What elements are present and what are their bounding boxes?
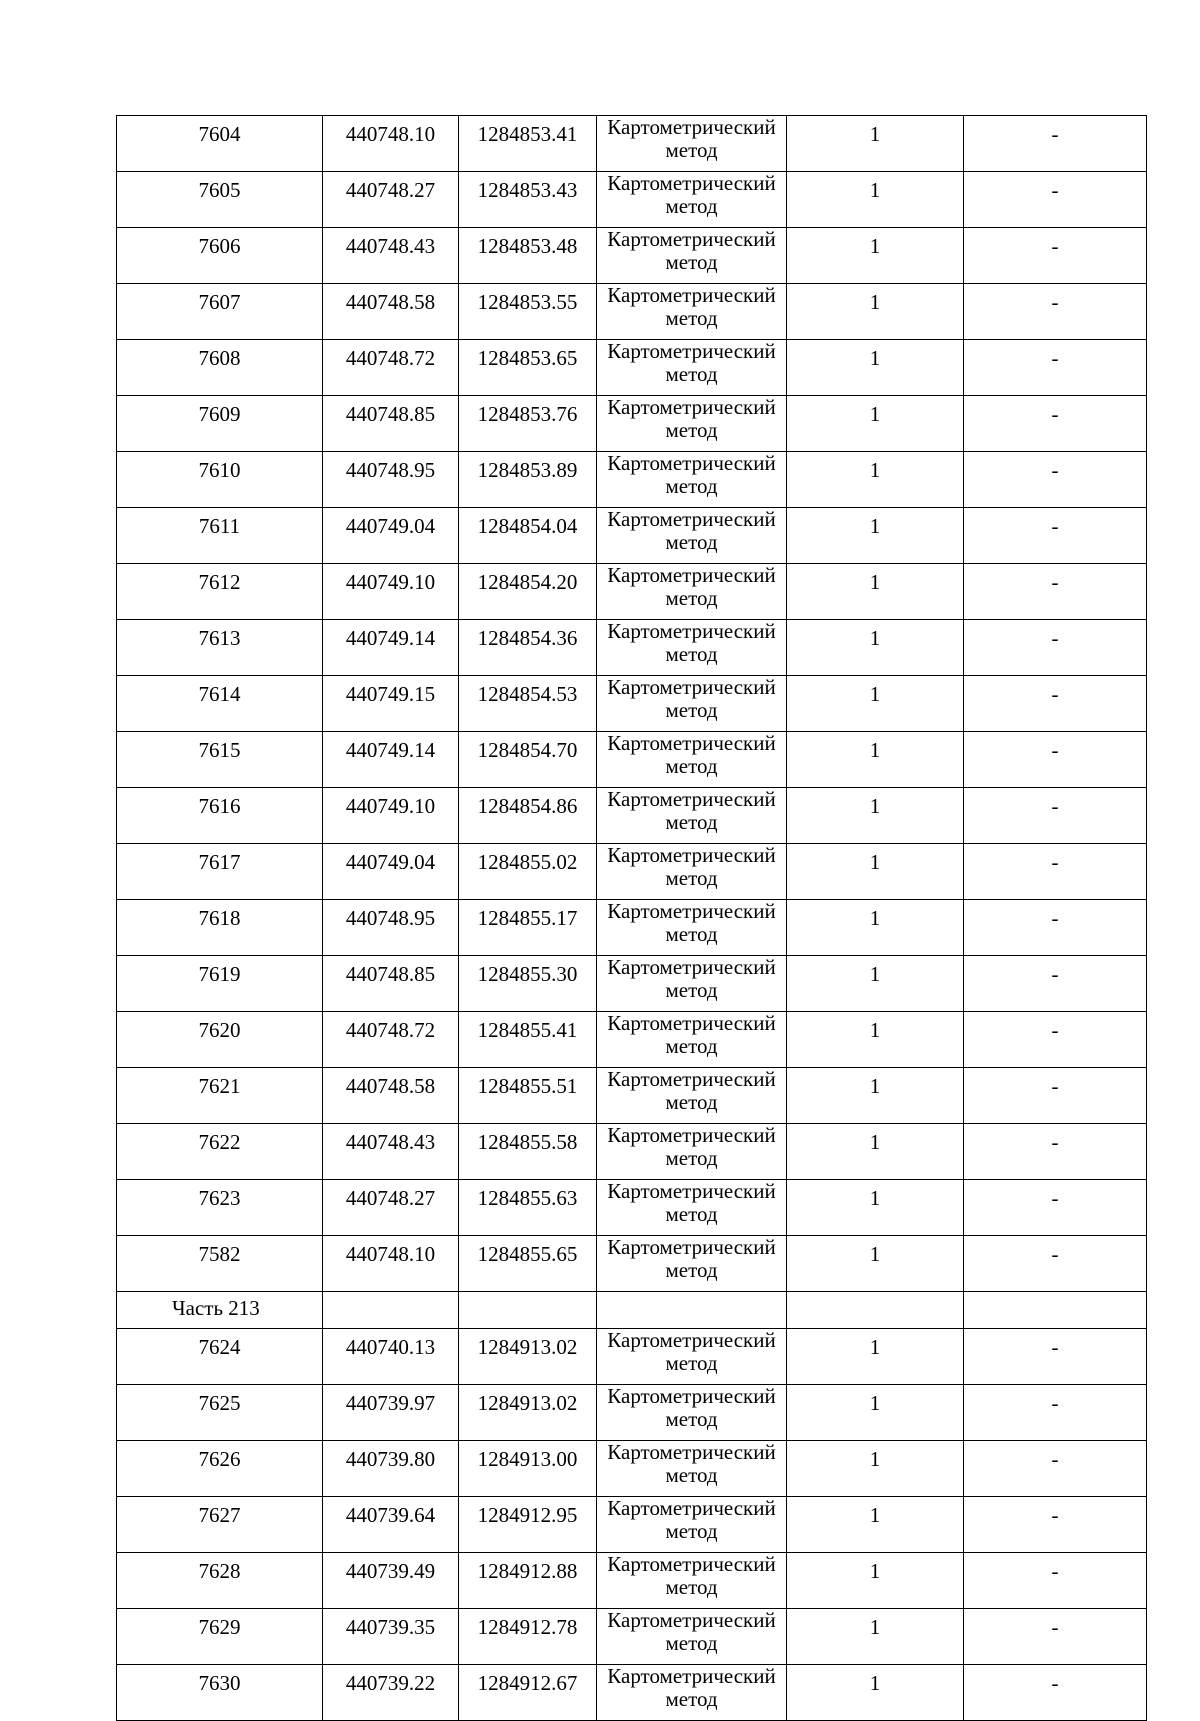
- accuracy-cell: 1: [787, 508, 964, 564]
- point-id-cell: 7627: [117, 1497, 323, 1553]
- x-coordinate-cell: 440748.95: [323, 900, 459, 956]
- method-label-line2: метод: [665, 1407, 718, 1431]
- method-label-line1: Картометрический: [607, 619, 776, 643]
- x-coordinate-cell: 440748.27: [323, 172, 459, 228]
- x-coordinate-cell: 440748.72: [323, 1012, 459, 1068]
- x-coordinate-cell: 440749.14: [323, 620, 459, 676]
- y-coordinate-cell: 1284854.70: [459, 732, 597, 788]
- accuracy-cell: 1: [787, 116, 964, 172]
- method-label-line2: метод: [665, 1202, 718, 1226]
- method-label-line1: Картометрический: [607, 227, 776, 251]
- method-cell: [597, 900, 787, 956]
- x-coordinate-cell: 440739.64: [323, 1497, 459, 1553]
- x-coordinate-cell: 440749.14: [323, 732, 459, 788]
- note-cell: -: [964, 284, 1147, 340]
- method-label-line1: Картометрический: [607, 1664, 776, 1688]
- note-cell: -: [964, 1068, 1147, 1124]
- table-row: [117, 1124, 1147, 1180]
- y-coordinate-cell: 1284854.53: [459, 676, 597, 732]
- point-id-cell: 7630: [117, 1665, 323, 1721]
- x-coordinate-cell: 440740.13: [323, 1329, 459, 1385]
- table-row: [117, 1012, 1147, 1068]
- x-coordinate-cell: 440748.10: [323, 116, 459, 172]
- method-cell: [597, 1441, 787, 1497]
- accuracy-cell: 1: [787, 284, 964, 340]
- y-coordinate-cell: 1284855.17: [459, 900, 597, 956]
- method-cell: [597, 676, 787, 732]
- y-coordinate-cell: 1284853.43: [459, 172, 597, 228]
- method-cell: [597, 1068, 787, 1124]
- accuracy-cell: 1: [787, 1329, 964, 1385]
- table-row: [117, 172, 1147, 228]
- accuracy-cell: 1: [787, 788, 964, 844]
- method-cell: [597, 564, 787, 620]
- method-label-line1: Картометрический: [607, 899, 776, 923]
- method-cell: [597, 844, 787, 900]
- method-label-line1: Картометрический: [607, 563, 776, 587]
- table-row: [117, 340, 1147, 396]
- method-label-line2: метод: [665, 530, 718, 554]
- table-row: [117, 508, 1147, 564]
- empty-cell: [323, 1292, 459, 1329]
- x-coordinate-cell: 440748.43: [323, 1124, 459, 1180]
- accuracy-cell: 1: [787, 1553, 964, 1609]
- x-coordinate-cell: 440748.10: [323, 1236, 459, 1292]
- method-label-line1: Картометрический: [607, 1552, 776, 1576]
- y-coordinate-cell: 1284854.86: [459, 788, 597, 844]
- accuracy-cell: 1: [787, 676, 964, 732]
- y-coordinate-cell: 1284912.78: [459, 1609, 597, 1665]
- y-coordinate-cell: 1284913.02: [459, 1385, 597, 1441]
- y-coordinate-cell: 1284854.36: [459, 620, 597, 676]
- note-cell: -: [964, 956, 1147, 1012]
- coordinates-table-body: [117, 116, 1147, 1721]
- table-row: [117, 732, 1147, 788]
- note-cell: -: [964, 564, 1147, 620]
- method-cell: [597, 1497, 787, 1553]
- note-cell: -: [964, 1329, 1147, 1385]
- accuracy-cell: 1: [787, 172, 964, 228]
- method-cell: [597, 396, 787, 452]
- x-coordinate-cell: 440748.58: [323, 1068, 459, 1124]
- method-label-line2: метод: [665, 1519, 718, 1543]
- point-id-cell: 7617: [117, 844, 323, 900]
- empty-cell: [787, 1292, 964, 1329]
- y-coordinate-cell: 1284855.30: [459, 956, 597, 1012]
- point-id-cell: 7621: [117, 1068, 323, 1124]
- accuracy-cell: 1: [787, 1124, 964, 1180]
- method-label-line2: метод: [665, 1146, 718, 1170]
- accuracy-cell: 1: [787, 620, 964, 676]
- note-cell: -: [964, 1385, 1147, 1441]
- x-coordinate-cell: 440739.97: [323, 1385, 459, 1441]
- method-label-line1: Картометрический: [607, 1608, 776, 1632]
- y-coordinate-cell: 1284853.65: [459, 340, 597, 396]
- point-id-cell: 7609: [117, 396, 323, 452]
- method-label-line1: Картометрический: [607, 1123, 776, 1147]
- table-row: [117, 452, 1147, 508]
- accuracy-cell: 1: [787, 956, 964, 1012]
- method-label-line2: метод: [665, 194, 718, 218]
- method-label-line2: метод: [665, 866, 718, 890]
- accuracy-cell: 1: [787, 1665, 964, 1721]
- table-row: [117, 1553, 1147, 1609]
- note-cell: -: [964, 1497, 1147, 1553]
- y-coordinate-cell: 1284853.89: [459, 452, 597, 508]
- method-cell: [597, 1665, 787, 1721]
- table-row: [117, 956, 1147, 1012]
- y-coordinate-cell: 1284855.65: [459, 1236, 597, 1292]
- accuracy-cell: 1: [787, 1180, 964, 1236]
- coordinates-table: [116, 115, 1147, 1721]
- note-cell: -: [964, 116, 1147, 172]
- table-row: [117, 1609, 1147, 1665]
- note-cell: -: [964, 1553, 1147, 1609]
- accuracy-cell: 1: [787, 732, 964, 788]
- point-id-cell: 7611: [117, 508, 323, 564]
- table-row: [117, 1068, 1147, 1124]
- table-row: [117, 1236, 1147, 1292]
- point-id-cell: 7620: [117, 1012, 323, 1068]
- y-coordinate-cell: 1284853.41: [459, 116, 597, 172]
- accuracy-cell: 1: [787, 1012, 964, 1068]
- method-label-line1: Картометрический: [607, 1011, 776, 1035]
- table-row: [117, 116, 1147, 172]
- table-row: [117, 284, 1147, 340]
- x-coordinate-cell: 440749.04: [323, 844, 459, 900]
- method-label-line2: метод: [665, 1090, 718, 1114]
- x-coordinate-cell: 440748.58: [323, 284, 459, 340]
- y-coordinate-cell: 1284855.58: [459, 1124, 597, 1180]
- y-coordinate-cell: 1284855.02: [459, 844, 597, 900]
- method-cell: [597, 116, 787, 172]
- method-label-line1: Картометрический: [607, 843, 776, 867]
- note-cell: -: [964, 844, 1147, 900]
- table-row: [117, 788, 1147, 844]
- accuracy-cell: 1: [787, 1385, 964, 1441]
- accuracy-cell: 1: [787, 1497, 964, 1553]
- method-cell: [597, 1385, 787, 1441]
- method-label-line2: метод: [665, 1258, 718, 1282]
- x-coordinate-cell: 440748.95: [323, 452, 459, 508]
- table-row: [117, 1329, 1147, 1385]
- note-cell: -: [964, 1665, 1147, 1721]
- note-cell: -: [964, 396, 1147, 452]
- y-coordinate-cell: 1284913.02: [459, 1329, 597, 1385]
- accuracy-cell: 1: [787, 900, 964, 956]
- table-row: [117, 564, 1147, 620]
- x-coordinate-cell: 440748.43: [323, 228, 459, 284]
- point-id-cell: 7613: [117, 620, 323, 676]
- accuracy-cell: 1: [787, 1441, 964, 1497]
- y-coordinate-cell: 1284855.63: [459, 1180, 597, 1236]
- method-label-line2: метод: [665, 138, 718, 162]
- point-id-cell: 7604: [117, 116, 323, 172]
- method-label-line2: метод: [665, 1034, 718, 1058]
- y-coordinate-cell: 1284855.51: [459, 1068, 597, 1124]
- x-coordinate-cell: 440748.27: [323, 1180, 459, 1236]
- y-coordinate-cell: 1284853.55: [459, 284, 597, 340]
- method-label-line1: Картометрический: [607, 675, 776, 699]
- method-label-line2: метод: [665, 1463, 718, 1487]
- method-cell: [597, 1329, 787, 1385]
- y-coordinate-cell: 1284853.48: [459, 228, 597, 284]
- method-label-line2: метод: [665, 1351, 718, 1375]
- point-id-cell: 7618: [117, 900, 323, 956]
- table-row: [117, 1180, 1147, 1236]
- table-row: [117, 620, 1147, 676]
- method-label-line1: Картометрический: [607, 339, 776, 363]
- x-coordinate-cell: 440749.10: [323, 564, 459, 620]
- method-label-line2: метод: [665, 474, 718, 498]
- point-id-cell: 7615: [117, 732, 323, 788]
- point-id-cell: 7625: [117, 1385, 323, 1441]
- method-label-line1: Картометрический: [607, 1067, 776, 1091]
- x-coordinate-cell: 440748.85: [323, 396, 459, 452]
- point-id-cell: 7622: [117, 1124, 323, 1180]
- x-coordinate-cell: 440749.15: [323, 676, 459, 732]
- method-label-line2: метод: [665, 1575, 718, 1599]
- method-label-line2: метод: [665, 1687, 718, 1711]
- method-cell: [597, 508, 787, 564]
- table-row: [117, 1497, 1147, 1553]
- note-cell: -: [964, 732, 1147, 788]
- note-cell: -: [964, 172, 1147, 228]
- method-label-line1: Картометрический: [607, 787, 776, 811]
- point-id-cell: 7624: [117, 1329, 323, 1385]
- x-coordinate-cell: 440739.22: [323, 1665, 459, 1721]
- point-id-cell: 7623: [117, 1180, 323, 1236]
- note-cell: -: [964, 1124, 1147, 1180]
- method-cell: [597, 284, 787, 340]
- note-cell: -: [964, 1236, 1147, 1292]
- method-label-line1: Картометрический: [607, 1179, 776, 1203]
- x-coordinate-cell: 440748.85: [323, 956, 459, 1012]
- method-label-line2: метод: [665, 698, 718, 722]
- table-row: [117, 1385, 1147, 1441]
- method-cell: [597, 172, 787, 228]
- y-coordinate-cell: 1284855.41: [459, 1012, 597, 1068]
- method-label-line2: метод: [665, 810, 718, 834]
- y-coordinate-cell: 1284854.04: [459, 508, 597, 564]
- x-coordinate-cell: 440739.80: [323, 1441, 459, 1497]
- y-coordinate-cell: 1284854.20: [459, 564, 597, 620]
- table-row: [117, 900, 1147, 956]
- method-label-line1: Картометрический: [607, 1384, 776, 1408]
- accuracy-cell: 1: [787, 1236, 964, 1292]
- x-coordinate-cell: 440739.35: [323, 1609, 459, 1665]
- table-row: [117, 844, 1147, 900]
- method-cell: [597, 228, 787, 284]
- method-cell: [597, 340, 787, 396]
- point-id-cell: 7610: [117, 452, 323, 508]
- accuracy-cell: 1: [787, 1068, 964, 1124]
- accuracy-cell: 1: [787, 1609, 964, 1665]
- note-cell: -: [964, 1180, 1147, 1236]
- accuracy-cell: 1: [787, 844, 964, 900]
- method-label-line1: Картометрический: [607, 1235, 776, 1259]
- point-id-cell: 7607: [117, 284, 323, 340]
- method-cell: [597, 1609, 787, 1665]
- method-label-line2: метод: [665, 418, 718, 442]
- y-coordinate-cell: 1284853.76: [459, 396, 597, 452]
- point-id-cell: 7606: [117, 228, 323, 284]
- part-header-row: [117, 1292, 1147, 1329]
- accuracy-cell: 1: [787, 396, 964, 452]
- point-id-cell: 7626: [117, 1441, 323, 1497]
- method-cell: [597, 732, 787, 788]
- point-id-cell: 7628: [117, 1553, 323, 1609]
- table-row: [117, 1441, 1147, 1497]
- point-id-cell: 7608: [117, 340, 323, 396]
- method-label-line2: метод: [665, 978, 718, 1002]
- note-cell: -: [964, 508, 1147, 564]
- x-coordinate-cell: 440749.10: [323, 788, 459, 844]
- method-label-line2: метод: [665, 1631, 718, 1655]
- method-label-line1: Картометрический: [607, 1440, 776, 1464]
- method-cell: [597, 1124, 787, 1180]
- accuracy-cell: 1: [787, 340, 964, 396]
- x-coordinate-cell: 440748.72: [323, 340, 459, 396]
- method-cell: [597, 1553, 787, 1609]
- note-cell: -: [964, 620, 1147, 676]
- method-label-line1: Картометрический: [607, 115, 776, 139]
- point-id-cell: 7612: [117, 564, 323, 620]
- note-cell: -: [964, 340, 1147, 396]
- method-label-line2: метод: [665, 362, 718, 386]
- y-coordinate-cell: 1284912.88: [459, 1553, 597, 1609]
- note-cell: -: [964, 1609, 1147, 1665]
- y-coordinate-cell: 1284913.00: [459, 1441, 597, 1497]
- point-id-cell: 7605: [117, 172, 323, 228]
- note-cell: -: [964, 900, 1147, 956]
- point-id-cell: 7629: [117, 1609, 323, 1665]
- note-cell: -: [964, 228, 1147, 284]
- table-row: [117, 228, 1147, 284]
- method-label-line1: Картометрический: [607, 1496, 776, 1520]
- x-coordinate-cell: 440739.49: [323, 1553, 459, 1609]
- point-id-cell: 7616: [117, 788, 323, 844]
- method-cell: [597, 1012, 787, 1068]
- method-label-line1: Картометрический: [607, 395, 776, 419]
- accuracy-cell: 1: [787, 564, 964, 620]
- empty-cell: [964, 1292, 1147, 1329]
- y-coordinate-cell: 1284912.67: [459, 1665, 597, 1721]
- note-cell: -: [964, 1441, 1147, 1497]
- method-cell: [597, 1236, 787, 1292]
- method-label-line2: метод: [665, 922, 718, 946]
- part-label: Часть 213: [117, 1292, 323, 1329]
- note-cell: -: [964, 1012, 1147, 1068]
- method-label-line1: Картометрический: [607, 451, 776, 475]
- y-coordinate-cell: 1284912.95: [459, 1497, 597, 1553]
- method-label-line2: метод: [665, 586, 718, 610]
- table-row: [117, 396, 1147, 452]
- method-label-line2: метод: [665, 754, 718, 778]
- method-cell: [597, 1180, 787, 1236]
- empty-cell: [597, 1292, 787, 1329]
- method-cell: [597, 620, 787, 676]
- point-id-cell: 7614: [117, 676, 323, 732]
- method-label-line1: Картометрический: [607, 507, 776, 531]
- method-label-line1: Картометрический: [607, 283, 776, 307]
- note-cell: -: [964, 788, 1147, 844]
- method-label-line2: метод: [665, 306, 718, 330]
- accuracy-cell: 1: [787, 452, 964, 508]
- note-cell: -: [964, 452, 1147, 508]
- point-id-cell: 7582: [117, 1236, 323, 1292]
- x-coordinate-cell: 440749.04: [323, 508, 459, 564]
- method-label-line1: Картометрический: [607, 731, 776, 755]
- point-id-cell: 7619: [117, 956, 323, 1012]
- table-row: [117, 1665, 1147, 1721]
- method-cell: [597, 452, 787, 508]
- method-label-line1: Картометрический: [607, 955, 776, 979]
- method-cell: [597, 956, 787, 1012]
- empty-cell: [459, 1292, 597, 1329]
- method-label-line2: метод: [665, 250, 718, 274]
- accuracy-cell: 1: [787, 228, 964, 284]
- table-row: [117, 676, 1147, 732]
- method-label-line2: метод: [665, 642, 718, 666]
- method-label-line1: Картометрический: [607, 171, 776, 195]
- method-cell: [597, 788, 787, 844]
- note-cell: -: [964, 676, 1147, 732]
- method-label-line1: Картометрический: [607, 1328, 776, 1352]
